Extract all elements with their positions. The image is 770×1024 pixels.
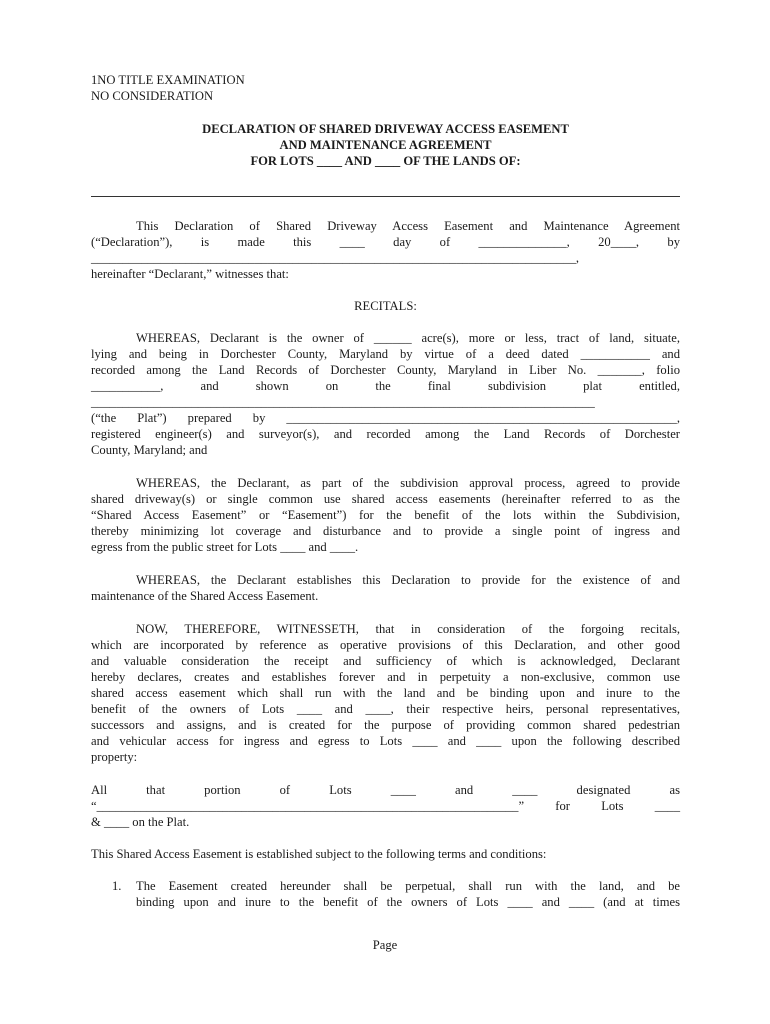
whereas-line: WHEREAS, the Declarant, as part of the subdivision approval process, agreed to provide	[136, 476, 680, 490]
now-therefore-line: which are incorporated by reference as operative provisions of this Declaration, and other good	[91, 638, 680, 652]
now-therefore-line: and valuable consideration the receipt and sufficiency of which is acknowledged, Declarant	[91, 654, 680, 668]
whereas-line: (“the Plat”) prepared by ______________________________________________________________,	[91, 411, 680, 425]
header-no-consideration: NO CONSIDERATION	[91, 89, 214, 103]
whereas-line: thereby minimizing lot coverage and disturbance and to provide a single point of ingress and	[91, 524, 680, 538]
intro-paragraph	[91, 218, 680, 282]
whereas-line: WHEREAS, the Declarant establishes this Declaration to provide for the existence of and	[136, 573, 680, 587]
property-line: & ____ on the Plat.	[91, 815, 190, 829]
terms-intro: This Shared Access Easement is established subject to the following terms and conditions:	[91, 847, 547, 861]
property-description-paragraph	[91, 782, 680, 830]
intro-line: _____________________________________________________________________________,	[91, 251, 580, 265]
list-item-number: 1.	[112, 879, 122, 893]
now-therefore-line: property:	[91, 750, 138, 764]
whereas-line: egress from the public street for Lots ____ and ____.	[91, 540, 359, 554]
document-title-line-2: AND MAINTENANCE AGREEMENT	[279, 138, 492, 152]
now-therefore-line: NOW, THEREFORE, WITNESSETH, that in consideration of the forgoing recitals,	[136, 622, 680, 636]
recitals-heading: RECITALS:	[354, 299, 417, 313]
now-therefore-line: benefit of the owners of Lots ____ and ____, their respective heirs, personal representatives,	[91, 702, 680, 716]
whereas-line: registered engineer(s) and surveyor(s), and recorded among the Land Records of Dorchester	[91, 427, 680, 441]
now-therefore-paragraph	[91, 621, 680, 765]
list-item-line: binding upon and inure to the benefit of the owners of Lots ____ and ____ (and at times	[136, 895, 680, 909]
page-footer: Page	[372, 938, 398, 952]
now-therefore-line: successors and assigns, and is created for the purpose of providing common shared pedestrian	[91, 718, 680, 732]
document-title-line-3: FOR LOTS ____ AND ____ OF THE LANDS OF:	[250, 154, 521, 168]
now-therefore-line: shared access easement which shall run with the land and be binding upon and inure to the	[91, 686, 680, 700]
whereas-paragraph-1	[91, 330, 680, 458]
document-title-line-1: DECLARATION OF SHARED DRIVEWAY ACCESS EASEMENT	[202, 122, 569, 136]
whereas-line: shared driveway(s) or single common use shared access easements (hereinafter referred to as the	[91, 492, 680, 506]
whereas-line: WHEREAS, Declarant is the owner of ______ acre(s), more or less, tract of land, situate,	[136, 331, 680, 345]
intro-line: (“Declaration”), is made this ____ day of ______________, 20____, by	[91, 235, 680, 249]
header-no-title-examination: 1NO TITLE EXAMINATION	[91, 73, 245, 87]
whereas-line: recorded among the Land Records of Dorchester County, Maryland in Liber No. _______, folio	[91, 363, 680, 377]
title-separator-rule	[91, 196, 680, 197]
whereas-paragraph-3	[91, 572, 680, 604]
whereas-line: “Shared Access Easement” or “Easement”) for the benefit of the lots within the Subdivision,	[91, 508, 680, 522]
intro-line: hereinafter “Declarant,” witnesses that:	[91, 267, 289, 281]
whereas-paragraph-2	[91, 475, 680, 555]
intro-line: This Declaration of Shared Driveway Access Easement and Maintenance Agreement	[136, 219, 680, 233]
whereas-line: ___________, and shown on the final subdivision plat entitled,	[91, 379, 680, 393]
whereas-line: ________________________________________________________________________________	[91, 395, 595, 409]
property-line: “___________________________________________________________________” for Lots ____	[91, 799, 680, 813]
whereas-line: maintenance of the Shared Access Easement.	[91, 589, 319, 603]
whereas-line: County, Maryland; and	[91, 443, 208, 457]
now-therefore-line: hereby declares, creates and establishes forever and in perpetuity a non-exclusive, common use	[91, 670, 680, 684]
now-therefore-line: and vehicular access for ingress and egress to Lots ____ and ____ upon the following described	[91, 734, 680, 748]
list-item-text	[136, 878, 680, 910]
list-item-line: The Easement created hereunder shall be perpetual, shall run with the land, and be	[136, 879, 680, 893]
whereas-line: lying and being in Dorchester County, Maryland by virtue of a deed dated ___________ and	[91, 347, 680, 361]
property-line: All that portion of Lots ____ and ____ designated as	[91, 783, 680, 797]
